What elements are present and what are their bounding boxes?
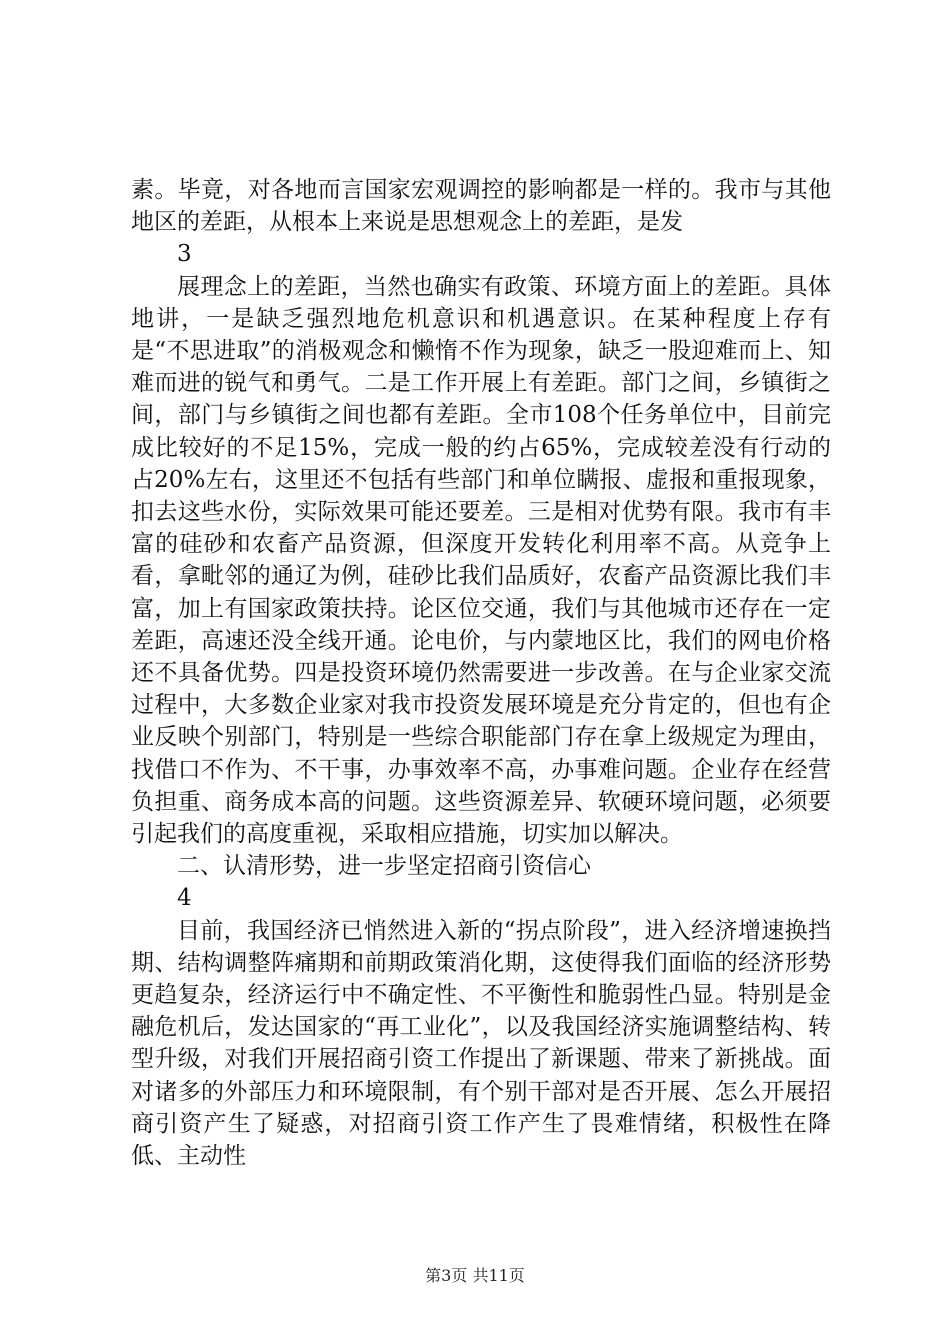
- paragraph-economic-situation: 目前，我国经济已悄然进入新的“拐点阶段”，进入经济增速换挡期、结构调整阵痛期和前期政策消化期，这使得我们面临的经济形势更趋复杂，经济运行中不确定性、不平衡性和脆弱性凸显。特别是金融危机后，发达国家的“再工业化”，以及我国经济实施调整结构、转型升级，对我们开展招商引资工作提出了新课题、带来了新挑战。面对诸多的外部压力和环境限制，有个别干部对是否开展、怎么开展招商引资产生了疑惑，对招商引资工作产生了畏难情绪，积极性在降低、主动性: [131, 917, 831, 1170]
- paragraph-gap-analysis: 展理念上的差距，当然也确实有政策、环境方面上的差距。具体地讲，一是缺乏强烈地危机意识和机遇意识。在某种程度上存有是“不思进取”的消极观念和懒惰不作为现象，缺乏一股迎难而上、知难而进的锐气和勇气。二是工作开展上有差距。部门之间，乡镇街之间，部门与乡镇街之间也都有差距。全市108个任务单位中，目前完成比较好的不足15%，完成一般的约占65%，完成较差没有行动的占20%左右，这里还不包括有些部门和单位瞒报、虚报和重报现象，扣去这些水份，实际效果可能还要差。三是相对优势有限。我市有丰富的硅砂和农畜产品资源，但深度开发转化利用率不高。从竞争上看，拿毗邻的通辽为例，硅砂比我们品质好，农畜产品资源比我们丰富，加上有国家政策扶持。论区位交通，我们与其他城市还存在一定差距，高速还没全线开通。论电价，与内蒙地区比，我们的网电价格还不具备优势。四是投资环境仍然需要进一步改善。在与企业家交流过程中，大多数企业家对我市投资发展环境是充分肯定的，但也有企业反映个别部门，特别是一些综合职能部门存在拿上级规定为理由，找借口不作为、不干事，办事效率不高，办事难问题。企业存在经营负担重、商务成本高的问题。这些资源差异、软硬环境问题，必须要引起我们的高度重视，采取相应措施，切实加以解决。: [131, 273, 831, 848]
- page-footer: 第3页 共11页: [425, 1266, 525, 1285]
- page-marker-4: 4: [177, 885, 192, 912]
- document-body: [131, 174, 831, 1172]
- paragraph-continuation: 素。毕竟，对各地而言国家宏观调控的影响都是一样的。我市与其他地区的差距，从根本上来说是思想观念上的差距，是发: [131, 177, 831, 236]
- page-marker-3: 3: [177, 241, 192, 268]
- section-heading: 二、认清形势，进一步坚定招商引资信心: [177, 853, 591, 880]
